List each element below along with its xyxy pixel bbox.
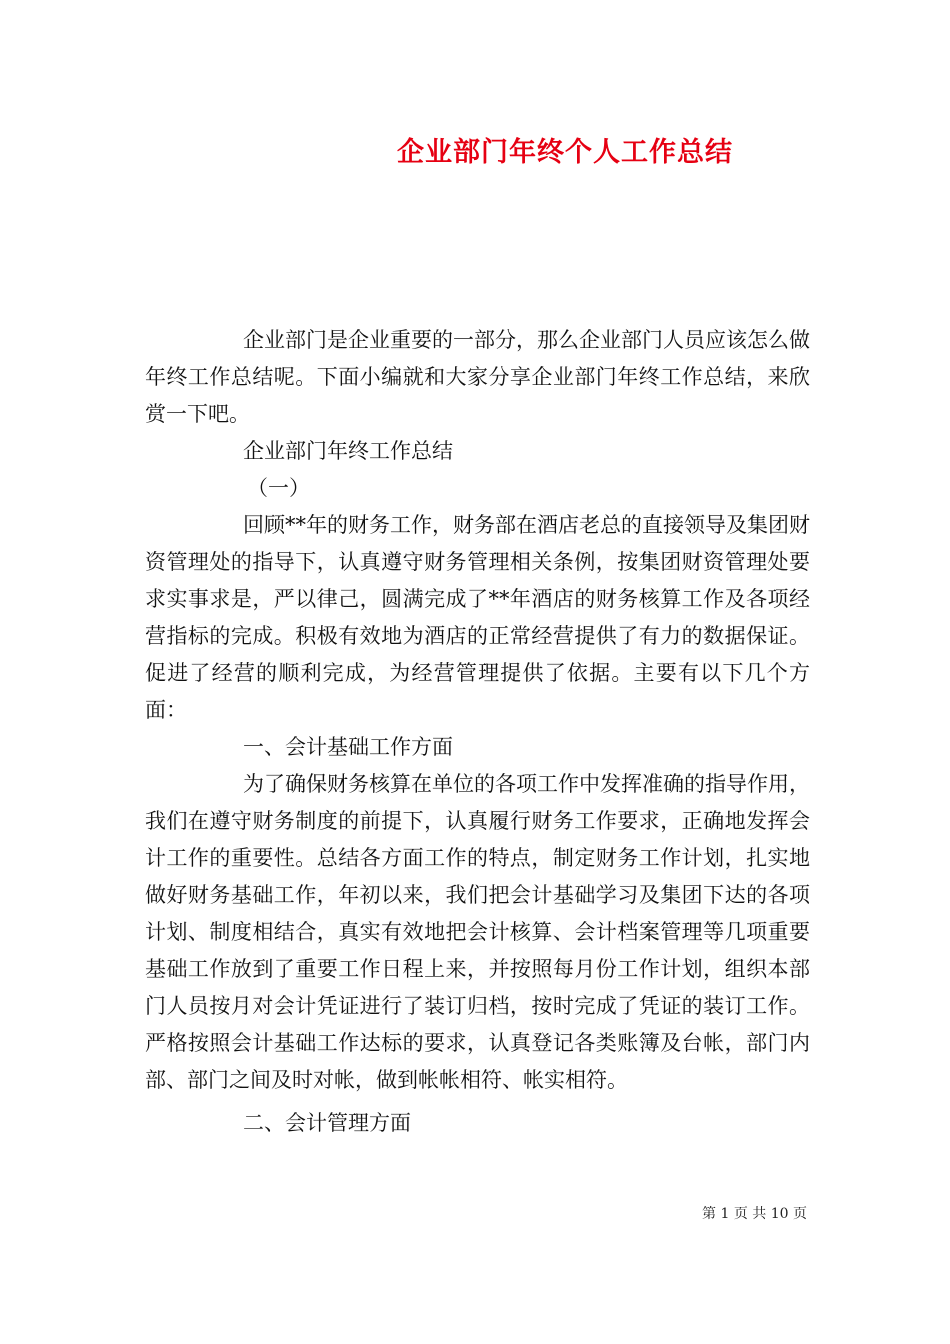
- accounting-basics-paragraph: 为了确保财务核算在单位的各项工作中发挥准确的指导作用，我们在遵守财务制度的前提下，认真履行财务工作要求，正确地发挥会计工作的重要性。总结各方面工作的特点，制定财务工作计划，扎实地做好财务基础工作，年初以来，我们把会计基础学习及集团下达的各项计划、制度相结合，真实有效地把会计核算、会计档案管理等几项重要基础工作放到了重要工作日程上来，并按照每月份工作计划，组织本部门人员按月对会计凭证进行了装订归档，按时完成了凭证的装订工作。严格按照会计基础工作达标的要求，认真登记各类账簿及台帐，部门内部、部门之间及时对帐，做到帐帐相符、帐实相符。: [145, 772, 810, 1092]
- intro-paragraph: 企业部门是企业重要的一部分，那么企业部门人员应该怎么做年终工作总结呢。下面小编就和大家分享企业部门年终工作总结，来欣赏一下吧。: [145, 328, 810, 426]
- section-number: （一）: [247, 476, 310, 500]
- document-title: 企业部门年终个人工作总结: [397, 137, 733, 168]
- heading-accounting-management: 二、会计管理方面: [243, 1111, 411, 1135]
- review-paragraph: 回顾**年的财务工作，财务部在酒店老总的直接领导及集团财资管理处的指导下，认真遵守财务管理相关条例，按集团财资管理处要求实事求是，严以律己，圆满完成了**年酒店的财务核算工作及各项经营指标的完成。积极有效地为酒店的正常经营提供了有力的数据保证。促进了经营的顺利完成，为经营管理提供了依据。主要有以下几个方面：: [145, 513, 810, 722]
- page-number: 第 1 页 共 10 页: [702, 1206, 807, 1222]
- section-title: 企业部门年终工作总结: [243, 439, 453, 463]
- heading-accounting-basics: 一、会计基础工作方面: [243, 735, 453, 759]
- document-body: [145, 322, 810, 1142]
